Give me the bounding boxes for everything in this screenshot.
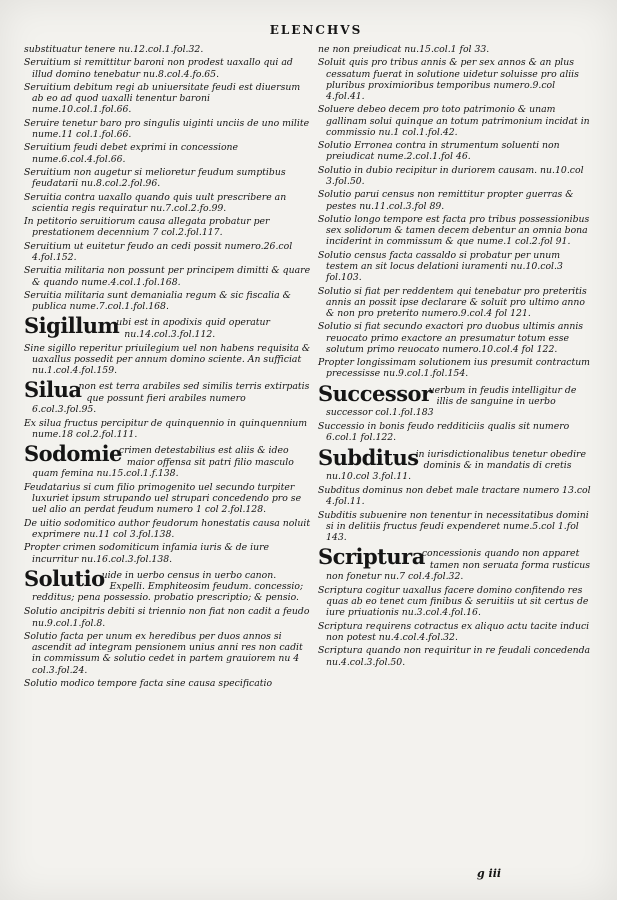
index-entry-text: uide in uerbo census in uerbo canon. Expelli. Emphiteosim feudum. concessio; redditus; pena possessio. probatio prescriptio; & pensio.: [32, 569, 304, 604]
index-headword: Silua: [24, 377, 82, 403]
index-entry: Propter longissimam solutionem ius presumit contractum precessisse nu.9.col.1.fol.154.: [318, 357, 590, 380]
index-entry: Seruire tenetur baro pro singulis uiginti unciis de uno milite nume.11 col.1.fol.66.: [24, 117, 310, 140]
index-entry: Propter crimen sodomiticum infamia iuris & de iure incurritur nu.16.col.3.fol.138.: [24, 542, 270, 565]
index-heading-entry: [24, 315, 311, 339]
index-entry: Successio in bonis feudo redditiciis qualis sit numero 6.col.1 fol.122.: [318, 421, 570, 444]
index-headword: Successor: [318, 380, 432, 406]
index-heading-entry: [318, 444, 594, 483]
index-entry: Feudatarius si cum filio primogenito uel secundo turpiter luxuriet ipsum strupando uel strupari concedendo pro se uel alio an perdat feudum numero 1 col 2.fol.128.: [24, 481, 302, 516]
index-entry: Solutio modico tempore facta sine causa specificatio: [24, 677, 273, 689]
index-heading-entry: [24, 379, 311, 415]
index-entry: In petitorio seruitiorum causa allegata probatur per prestationem decennium 7 col.2.fol.117.: [24, 216, 270, 239]
index-entry: Sine sigillo reperitur priuilegium uel non habens requisita & uaxallus possedit per annum domino sciente. An sufficiat nu.1.col.4.fol.159.: [24, 342, 311, 377]
running-header: ELENCHVS: [269, 23, 363, 37]
index-entry-text: non est terra arabiles sed similis terris extirpatis que possunt fieri arabiles numero 6.col.3.fol.95.: [32, 381, 310, 415]
index-entry-text: ubi est in apodixis quid operatur nu.14.col.3.fol.112.: [116, 317, 270, 340]
index-entry: De uitio sodomitico author feudorum honestatis causa noluit exprimere nu.11 col 3.fol.138.: [24, 517, 311, 540]
index-entry: Subditis subuenire non tenentur in necessitatibus domini si in delitiis fructus feudi expenderet nume.5.col 1.fol 143.: [318, 509, 589, 544]
index-entry: Solutio facta per unum ex heredibus per duos annos si ascendit ad integram pensionem unius anni res non cadit in commissum & solutio cedet in partem grauiorem nu 4 col.3.fol.24.: [24, 630, 303, 676]
index-entry: Seruitium ut euitetur feudo an cedi possit numero.26.col 4.fol.152.: [24, 240, 293, 263]
index-headword: Sigillum: [24, 313, 120, 339]
index-entry: Solutio si fiat secundo exactori pro duobus ultimis annis reuocato primo exactore an presumatur totum esse solutum primo reuocato numero.10.col.4 fol 122.: [318, 321, 584, 355]
index-heading-entry: [24, 565, 311, 604]
index-entry-text: concessionis quando non apparet tamen non seruata forma rusticus non fonetur nu.7 col.4.fol.32.: [326, 548, 591, 582]
index-heading-entry: [318, 546, 594, 582]
index-entry: Solutio si fiat per reddentem qui tenebatur pro preteritis annis an possit ipse declarare & soluit pro ultimo anno & non pro preterito numero.9.col.4 fol 121.: [318, 285, 587, 319]
index-heading-entry: [318, 380, 594, 419]
index-column-left: [24, 44, 311, 691]
index-entry: Seruitium si remittitur baroni non prodest uaxallo qui ad illud domino tenebatur nu.8.col.4.fo.65.: [24, 57, 293, 80]
index-entry: Seruitium non augetur si melioretur feudum sumptibus feudatarii nu.8.col.2.fol.96.: [24, 166, 286, 190]
index-entry: Scriptura quando non requiritur in re feudali concedenda nu.4.col.3.fol.50.: [318, 645, 591, 668]
index-entry: substituatur tenere nu.12.col.1.fol.32.: [24, 44, 204, 55]
index-entry: Solutio census facta cassaldo si probatur per unum testem an sit locus delationi iuramenti nu.10.col.3 fol.103.: [318, 249, 563, 284]
index-entry: Seruitia militaria non possunt per principem dimitti & quare & quando nume.4.col.1.fol.168.: [24, 265, 311, 288]
index-entry: Soluit quis pro tribus annis & per sex annos & an plus cessatum fuerat in solutione uidetur soluisse pro aliis pluribus proximioribus temporibus numero.9.col 4.fol.41.: [318, 57, 579, 102]
index-entry: Seruitia contra uaxallo quando quis uult prescribere an scientia regis requiratur nu.7.col.2.fo.99.: [24, 191, 287, 214]
index-entry-text: crimen detestabilius est aliis & ideo maior offensa sit patri filio masculo quam femina nu.15.col.1.f.138.: [32, 445, 294, 479]
index-entry: Solutio longo tempore est facta pro tribus possessionibus sex solidorum & tamen decem debentur an omnia bona inciderint in commissum & que nume.1 col.2.fol 91.: [318, 213, 590, 248]
index-column-right: [318, 44, 594, 670]
index-entry-text: uerbum in feudis intelligitur de illis de sanguine in uerbo successor col.1.fol.183: [326, 384, 577, 418]
index-entry: Seruitium debitum regi ab uniuersitate feudi est diuersum ab eo ad quod uaxalli tenentur baroni nume.10.col.1.fol.66.: [24, 81, 301, 116]
index-entry: Ex silua fructus percipitur de quinquennio in quinquennium nume.18 col.2.fol.111.: [24, 417, 308, 441]
index-entry: Seruitium feudi debet exprimi in concessione nume.6.col.4.fol.66.: [24, 142, 239, 165]
index-entry: Soluere debeo decem pro toto patrimonio & unam gallinam solui quinque an totum patrimonium incidat in commissio nu.1 col.1.fol.42.: [318, 104, 590, 138]
index-entry: Subditus dominus non debet male tractare numero 13.col 4.fol.11.: [318, 485, 591, 508]
index-entry: Solutio parui census non remittitur propter guerras & pestes nu.11.col.3.fol 89.: [318, 189, 574, 212]
index-headword: Sodomie: [24, 441, 122, 467]
index-entry: Scriptura cogitur uaxallus facere domino confitendo res quas ab eo tenet cum finibus & seruitiis ut sit certus de iure priuationis nu.3.col.4.fol.16.: [318, 585, 589, 619]
index-entry-text: in iurisdictionalibus tenetur obedire dominis & in mandatis di cretis nu.10.col 3.fol.11.: [326, 448, 586, 482]
index-entry: Seruitia militaria sunt demanialia regum & sic fiscalia & publica nume.7.col.1.fol.168.: [24, 289, 291, 313]
index-entry: Scriptura requirens cotractus ex aliquo actu tacite induci non potest nu.4.col.4.fol.32.: [318, 620, 590, 643]
index-headword: Subditus: [318, 444, 419, 470]
index-heading-entry: [24, 443, 311, 479]
index-headword: Scriptura: [318, 544, 425, 570]
index-entry: Solutio in dubio recipitur in duriorem causam. nu.10.col 3.fol.50.: [318, 164, 584, 187]
index-headword: Solutio: [24, 565, 105, 591]
index-entry: Solutio ancipitris debiti si triennio non fiat non cadit a feudo nu.9.col.1.fol.8.: [24, 606, 310, 629]
index-entry: Solutio Erronea contra in strumentum soluenti non preiudicat nume.2.col.1.fol 46.: [318, 140, 560, 163]
signature-mark: g iii: [477, 867, 502, 880]
index-entry: ne non preiudicat nu.15.col.1 fol 33.: [318, 44, 490, 55]
